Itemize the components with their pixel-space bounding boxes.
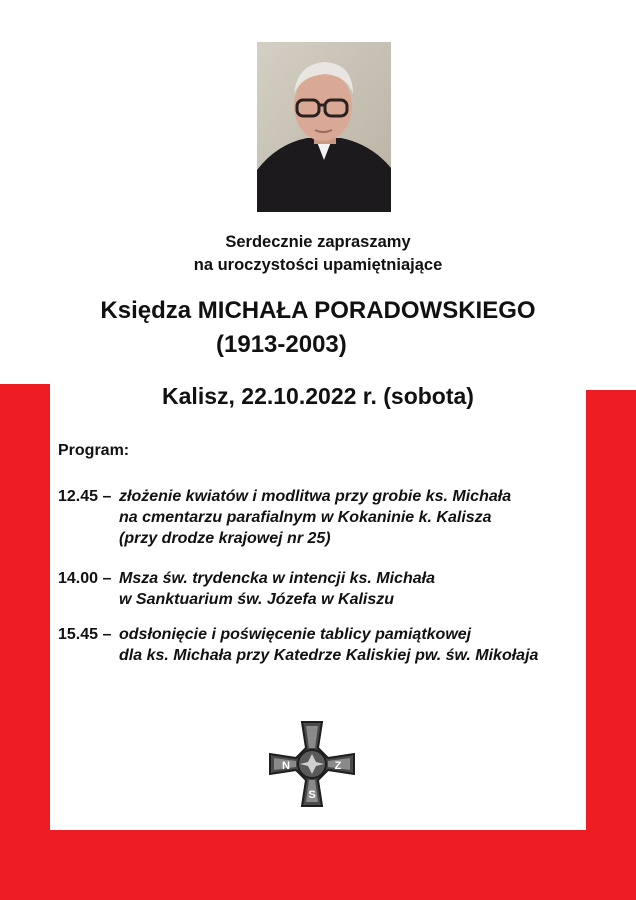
flag-red-right-band (586, 390, 636, 900)
invitation-line-1: Serdecznie zapraszamy (225, 233, 411, 251)
program-item-line: dla ks. Michała przy Katedrze Kaliskiej pw. św. Mikołaja (119, 647, 539, 664)
program-item-line: złożenie kwiatów i modlitwa przy grobie ks. Michała (119, 488, 512, 505)
honoree-name: Księdza MICHAŁA PORADOWSKIEGO (100, 297, 536, 324)
program-item-line: w Sanktuarium św. Józefa w Kaliszu (119, 591, 395, 608)
invitation-line-2: na uroczystości upamiętniające (193, 256, 443, 274)
program-item (58, 624, 538, 666)
portrait-photo (257, 42, 391, 212)
program-item-line: Msza św. trydencka w intencji ks. Michała (119, 570, 435, 587)
event-place-date: Kalisz, 22.10.2022 r. (sobota) (162, 383, 474, 409)
emblem-letter: S (308, 789, 316, 801)
program-item-time: 14.00 – (58, 570, 112, 587)
flag-red-left-band (0, 384, 50, 900)
program-item-line: (przy drodze krajowej nr 25) (119, 530, 331, 547)
honoree-years: (1913-2003) (216, 331, 347, 358)
emblem-letter: Z (334, 760, 342, 772)
nsz-cross-icon (266, 718, 358, 810)
program-item-line: odsłonięcie i poświęcenie tablicy pamiątkowej (119, 626, 472, 643)
program-item-time: 15.45 – (58, 626, 112, 643)
program-item (58, 486, 511, 549)
portrait-image (257, 42, 391, 212)
program-item-line: na cmentarzu parafialnym w Kokaninie k. Kalisza (119, 509, 492, 526)
flag-red-bottom-band (0, 830, 636, 900)
program-item (58, 568, 435, 610)
program-label: Program: (58, 442, 130, 459)
emblem-letter: N (282, 760, 290, 772)
program-item-time: 12.45 – (58, 488, 112, 505)
